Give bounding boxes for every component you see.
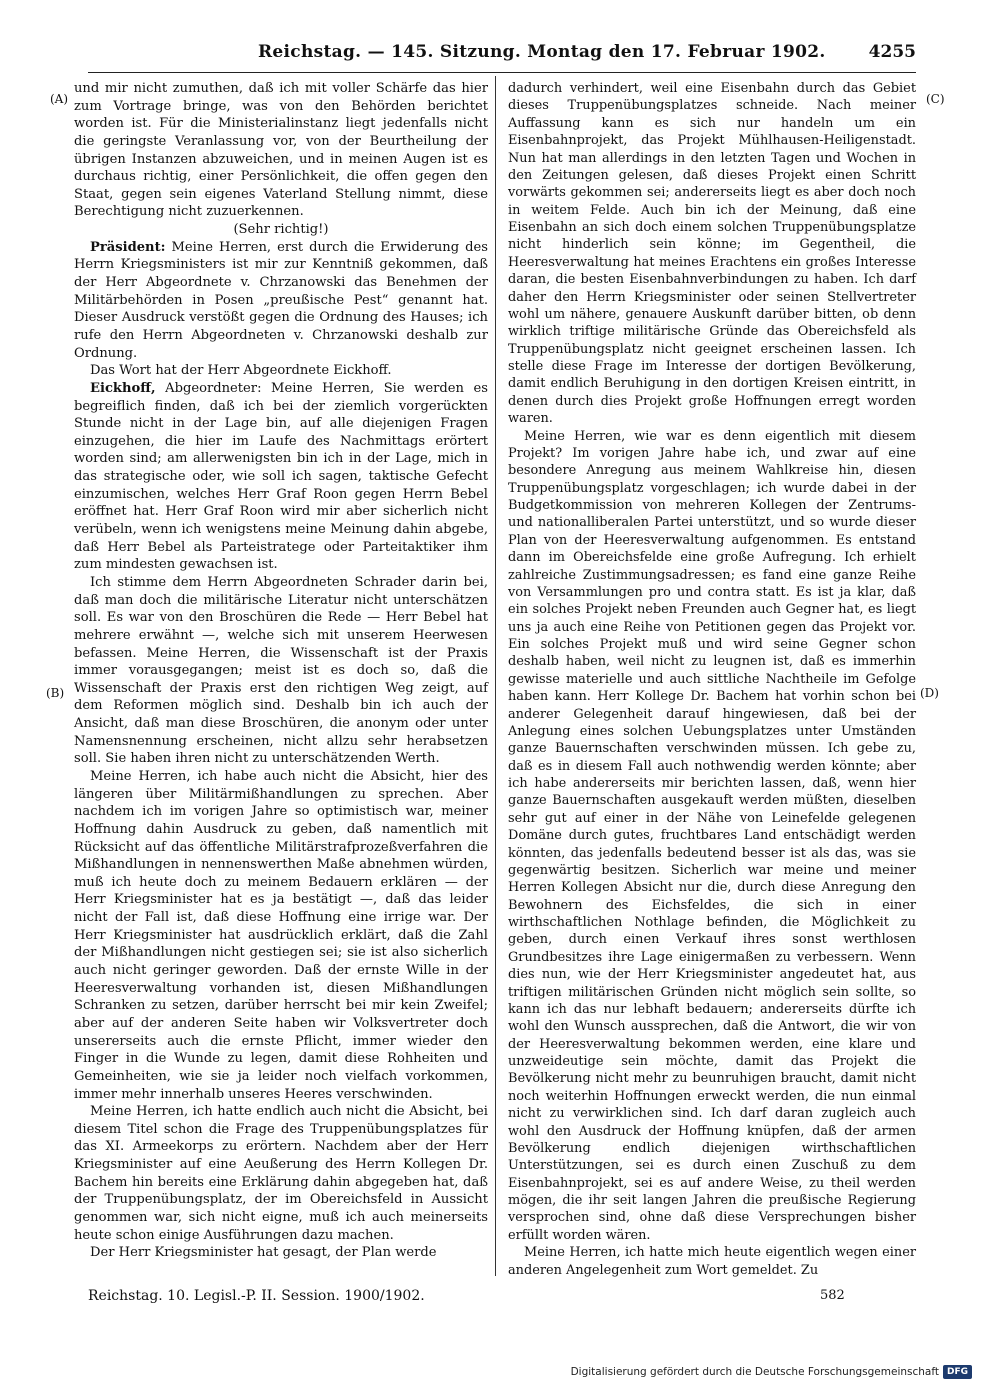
speaker-name: Eickhoff, bbox=[90, 380, 156, 396]
speech-text: Meine Herren, erst durch die Erwiderung des Herrn Kriegsministers ist mir zur Kenntniß gekommen, daß der Herr Abgeordnete v. Chrzanowski das Benehmen der Militärbehörden in Posen „preußische Pest“ genannt hat. Dieser Ausdruck verstößt gegen die Ordnung des Hauses; ich rufe den Herrn Abgeordneten v. Chrzanowski deshalb zur Ordnung. bbox=[74, 239, 488, 361]
column-rule bbox=[495, 76, 496, 1276]
digitization-text: Digitalisierung gefördert durch die Deutsche Forschungsgemeinschaft bbox=[570, 1366, 939, 1378]
paragraph: Das Wort hat der Herr Abgeordnete Eickhoff. bbox=[90, 363, 392, 379]
paragraph: und mir nicht zumuthen, daß ich mit voller Schärfe das hier zum Vortrage bringe, was von den Behörden berichtet worden ist. Für die Ministerialinstanz liegt jedenfalls nicht die geringste Veranlassung vor, von der Beurtheilung der übrigen Instanzen abzuweichen, und in meinen Augen ist es durchaus richtig, einer Persönlichkeit, die offen gegen den Staat, gegen sein eigenes Vaterland Stellung nimmt, diese Berechtigung nicht zuzuerkennen. bbox=[74, 81, 488, 220]
paragraph: Ich stimme dem Herrn Abgeordneten Schrader darin bei, daß man doch die militärische Literatur nicht unterschätzen soll. Es war von den Broschüren die Rede — Herr Bebel hat mehrere erwähnt —, welche sich mit unserem Heerwesen befassen. Meine Herren, die Wissenschaft ist der Praxis immer vorausgegangen; meist ist es doch so, daß die Wissenschaft der Praxis erst den richtigen Weg zeigt, auf dem Reformen möglich sind. Deshalb bin ich auch der Ansicht, daß man diese Broschüren, die anonym oder unter Namensnennung erscheinen, nicht allzu sehr herabsetzen soll. Sie haben ihren nicht zu unterschätzenden Werth. bbox=[74, 574, 488, 767]
dfg-logo: DFG bbox=[943, 1365, 972, 1379]
footer-sheet-number: 582 bbox=[820, 1288, 845, 1303]
margin-marker-d: (D) bbox=[920, 686, 939, 700]
paragraph bbox=[74, 239, 488, 362]
footer-session-info: Reichstag. 10. Legisl.-P. II. Session. 1900/1902. bbox=[88, 1288, 425, 1304]
speaker-name: Präsident: bbox=[90, 239, 166, 255]
interjection: (Sehr richtig!) bbox=[233, 222, 329, 238]
paragraph: Meine Herren, ich habe auch nicht die Absicht, hier des längeren über Militärmißhandlungen zu sprechen. Aber nachdem ich im vorigen Jahre so optimistisch war, meiner Hoffnung dahin Ausdruck zu geben, daß namentlich mit Rücksicht auf das öffentliche Militärstrafprozeßverfahren die Mißhandlungen in nennenswerthen Maße abnehmen würden, muß ich heute doch zu meinem Bedauern erklären — der Herr Kriegsminister hat es ja bestätigt —, daß das leider nicht der Fall ist, daß diese Hoffnung eine irrige war. Der Herr Kriegsminister hat ausdrücklich erklärt, daß die Zahl der Mißhandlungen nicht gestiegen sei; sie ist also sicherlich auch nicht geringer geworden. Daß der ernste Wille in der Heeresverwaltung vorhanden ist, diesen Mißhandlungen Schranken zu setzen, darüber herrscht bei mir kein Zweifel; aber auf der anderen Seite haben wir Volksvertreter doch unsererseits auch die ernste Pflicht, immer wieder den Finger in die Wunde zu legen, damit diese Rohheiten und Gemeinheiten, wie sie ja leider noch vielfach vorkommen, immer mehr innerhalb unseres Heeres verschwinden. bbox=[74, 768, 488, 1102]
right-column bbox=[508, 80, 916, 1279]
paragraph: Der Herr Kriegsminister hat gesagt, der Plan werde bbox=[90, 1245, 437, 1261]
page-number: 4255 bbox=[868, 42, 916, 62]
paragraph: dadurch verhindert, weil eine Eisenbahn durch das Gebiet dieses Truppenübungsplatzes schneide. Nach meiner Auffassung kann es sich nur handeln um ein Eisenbahnprojekt, das Projekt Mühlhausen-Heiligenstadt. Nun hat man allerdings in den letzten Tagen und Wochen in den Zeitungen gelesen, daß dieses Projekt einen Schritt vorwärts gekommen sei; andererseits liegt es aber doch noch in weitem Felde. Auch bin ich der Meinung, daß eine Eisenbahn an sich doch einem solchen Truppenübungsplatze nicht hinderlich sein könne; im Gegentheil, die Heeresverwaltung hat meines Erachtens ein großes Interesse daran, die besten Eisenbahnverbindungen zu haben. Ich darf daher den Herrn Kriegsminister oder seinen Stellvertreter wohl um nähere, genauere Auskunft darüber bitten, ob denn wirklich triftige militärische Gründe das Obereichsfeld als Truppenübungsplatz nicht geeignet erscheinen lassen. Ich stelle diese Frage im Interesse der dortigen Bevölkerung, damit endlich Beruhigung in den dortigen Kreisen eintritt, in denen durch dies Projekt große Hoffnungen erregt worden waren. bbox=[508, 81, 916, 427]
margin-marker-c: (C) bbox=[926, 92, 945, 106]
margin-marker-a: (A) bbox=[50, 92, 69, 106]
paragraph: Meine Herren, ich hatte endlich auch nicht die Absicht, bei diesem Titel schon die Frage des Truppenübungsplatzes für das XI. Armeekorps zu erörtern. Nachdem aber der Herr Kriegsminister auf eine Aeußerung des Herrn Kollegen Dr. Bachem hin bereits eine Erklärung dahin abgegeben hat, daß der Truppenübungsplatz, der im Obereichsfeld in Aussicht genommen war, sich nicht eigne, muß ich auch meinerseits heute schon einige Ausführungen dazu machen. bbox=[74, 1104, 488, 1243]
paragraph: Meine Herren, ich hatte mich heute eigentlich wegen einer anderen Angelegenheit zum Wort gemeldet. Zu bbox=[508, 1245, 916, 1278]
paragraph bbox=[74, 380, 488, 574]
running-title: Reichstag. — 145. Sitzung. Montag den 17. Februar 1902. bbox=[258, 42, 826, 62]
page-header bbox=[88, 40, 916, 73]
paragraph: Meine Herren, wie war es denn eigentlich mit diesem Projekt? Im vorigen Jahre habe ich, und zwar auf eine besondere Anregung aus meinem Wahlkreise hin, diesen Truppenübungsplatz vorgeschlagen; ich wurde dabei in der Budgetkommission von mehreren Kollegen der Zentrums- und nationalliberalen Partei unterstützt, und so wurde dieser Plan von der Heeresverwaltung aufgenommen. Es entstand dann im Obereichsfelde eine große Aufregung. Ich erhielt zahlreiche Zustimmungsadressen; es fand eine ganze Reihe von Versammlungen pro und contra statt. Es ist ja klar, daß ein solches Projekt neben Freunden auch Gegner hat, es liegt uns ja auch eine Reihe von Petitionen gegen das Projekt vor. Ein solches Projekt muß und wird seine Gegner schon deshalb haben, weil nicht zu leugnen ist, daß es immerhin gewisse materielle und auch sittliche Nachtheile im Gefolge haben kann. Herr Kollege Dr. Bachem hat vorhin schon bei anderer Gelegenheit darauf hingewiesen, daß bei der Anlegung eines solchen Uebungsplatzes unter Umständen ganze Bauernschaften verschwinden müssen. Ich gebe zu, daß es in diesem Fall auch nothwendig werden könnte; aber ich habe andererseits mir berichten lassen, daß, wenn hier ganze Bauernschaften ausgekauft werden müßten, dieselben sehr gut auf einer in der Nähe von Leinefelde gelegenen Domäne durch gutes, fruchtbares Land entschädigt werden könnten, das jedenfalls bedeutend besser ist als das, was sie gegenwärtig besitzen. Sicherlich war meine und meiner Herren Kollegen Absicht nur die, durch diese Anregung den Bewohnern des Eichsfeldes, die sich in einer wirthschaftlichen Nothlage befinden, die Möglichkeit zu geben, durch einen Verkauf ihres sonst werthlosen Grundbesitzes ihre Lage einigermaßen zu verbessern. Wenn dies nun, wie der Herr Kriegsminister angedeutet hat, aus triftigen militärischen Gründen nicht möglich sein sollte, so kann ich das nur lebhaft bedauern; andererseits dürfte ich wohl den Wunsch aussprechen, daß die Antwort, die wir von der Heeresverwaltung bekommen werden, eine klare und unzweideutige sein möchte, damit das Projekt die Bevölkerung nicht mehr zu beunruhigen braucht, damit nicht noch weiterhin Hoffnungen erweckt werden, die nun einmal nicht zu verwirklichen sind. Ich darf daran zugleich auch wohl den Ausdruck der Hoffnung knüpfen, daß der armen Bevölkerung endlich diejenigen wirthschaftlichen Unterstützungen, sei es durch einen Zuschuß zu dem Eisenbahnprojekt, sei es auf andere Weise, zu theil werden mögen, die ihr seit langen Jahren die preußische Regierung versprochen sind, ohne daß diese Versprechungen bisher erfüllt worden wären. bbox=[508, 428, 916, 1243]
left-column bbox=[74, 80, 488, 1262]
digitization-credit bbox=[571, 1364, 972, 1380]
speech-text: Abgeordneter: Meine Herren, Sie werden es begreiflich finden, daß ich bei der ziemlich vorgerückten Stunde nicht in der Lage bin, auf alle diejenigen Fragen einzugehen, die hier im Laufe des Nachmittags erörtert worden sind; am allerwenigsten bin ich in der Lage, mich in das strategische oder, wie soll ich sagen, taktische Gefecht einzumischen, welches Herr Graf Roon gegen Herrn Bebel eröffnet hat. Herr Graf Roon wird mir aber sicherlich nicht verübeln, wenn ich wenigstens meine Meinung dahin abgebe, daß Herr Bebel als Parteistratege oder Parteitaktiker ihm zum mindesten gewachsen ist. bbox=[74, 380, 488, 573]
margin-marker-b: (B) bbox=[46, 686, 65, 700]
